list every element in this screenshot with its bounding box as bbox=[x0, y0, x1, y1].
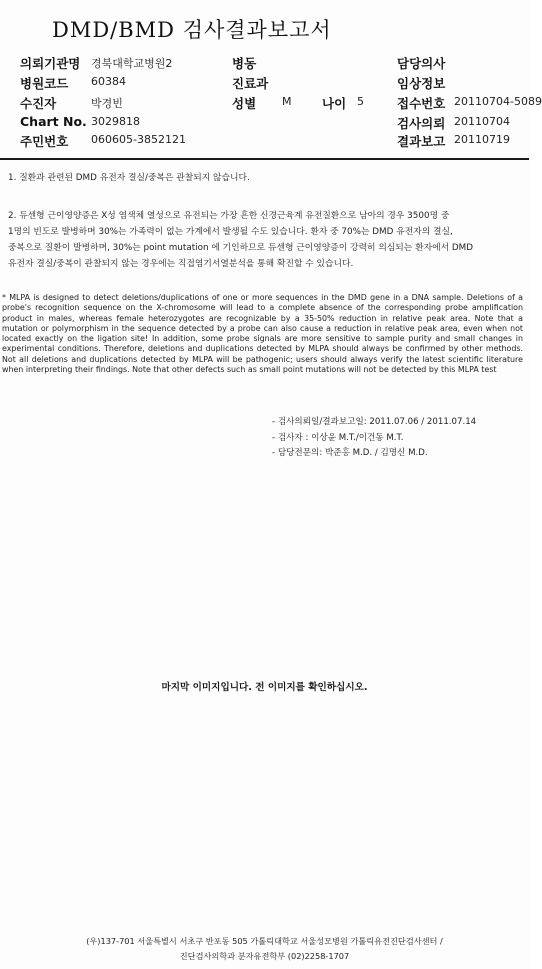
header-divider bbox=[0, 158, 529, 160]
ward-label: 병동 bbox=[232, 56, 257, 71]
footer-address: (우)137-701 서울특별시 서초구 반포동 505 가톨릭대학교 서울성모병원 가톨릭유전진단검사센터 / bbox=[86, 936, 443, 946]
institution-row bbox=[20, 54, 80, 72]
report-date-value: 20110719 bbox=[454, 133, 510, 146]
resident-no-label: 주민번호 bbox=[20, 134, 69, 149]
reception-no-label: 접수번호 bbox=[397, 96, 446, 111]
report-date-label: 결과보고 bbox=[397, 134, 446, 149]
sex-label: 성별 bbox=[232, 96, 257, 111]
signature-block bbox=[272, 415, 476, 462]
paragraph-2-line: 2. 듀센형 근이영양증은 X성 염색체 열성으로 유전되는 가장 흔한 신경근육계 유전질환으로 남아의 경우 3500명 중 bbox=[8, 211, 450, 221]
institution-label: 의뢰기관명 bbox=[20, 56, 81, 71]
specialists-line: - 담당전문의: 박준홍 M.D. / 김명신 M.D. bbox=[272, 448, 428, 458]
paragraph-2-line: 1명의 빈도로 발병하며 30%는 가족력이 없는 가계에서 발생될 수도 있습니다. 환자 중 70%는 DMD 유전자의 결실, bbox=[8, 227, 453, 237]
request-date-value: 20110704 bbox=[454, 115, 510, 128]
sex-value: M bbox=[282, 95, 292, 108]
patient-value: 박경빈 bbox=[91, 97, 123, 110]
last-page-notice: 마지막 이미지입니다. 전 이미지를 확인하십시오. bbox=[161, 682, 368, 693]
request-date-label: 검사의뢰 bbox=[397, 116, 446, 131]
age-value: 5 bbox=[357, 95, 364, 108]
finding-paragraph-2 bbox=[8, 208, 521, 272]
age-label: 나이 bbox=[322, 96, 347, 111]
patient-row bbox=[20, 94, 56, 112]
doctor-label: 담당의사 bbox=[397, 56, 446, 71]
paragraph-2-line: 중복으로 질환이 발병하며, 30%는 point mutation 에 기인하므로 듀센형 근이영양증이 강력히 의심되는 환자에서 DMD bbox=[8, 243, 474, 253]
report-title: DMD/BMD 검사결과보고서 bbox=[52, 18, 332, 42]
footer bbox=[0, 934, 529, 964]
clinical-info-label: 임상정보 bbox=[397, 76, 446, 91]
patient-label: 수진자 bbox=[20, 96, 57, 111]
hospital-code-row bbox=[20, 74, 68, 92]
technicians-line: - 검사자 : 이상윤 M.T./이건동 M.T. bbox=[272, 432, 404, 443]
mlpa-note: * MLPA is designed to detect deletions/duplications of one or more sequences in the DMD gene in a DNA sample. Deletions of a probe's recognition sequence on the X-chromosome will lead to a complete absence of the corresponding probe amplification product in males, whereas female heterozygotes are recognizable by a 35-50% reduction in relative peak area. Note that a mutation or polymorphism in the sequence detected by a probe can also cause a reduction in relative peak area, even when not located exactly on the ligation site! In addition, some probe signals are more sensitive to sample purity and small changes in experimental conditions. Therefore, deletions and duplications detected by MLPA should always be confirmed by other methods. Not all deletions and duplications detected by MLPA will be pathogenic; users should always verify the latest scientific literature when interpreting their findings. Note that other defects such as small point mutations will not be detected by this MLPA test bbox=[2, 293, 523, 375]
reception-no-value: 20110704-5089 bbox=[454, 95, 542, 108]
paragraph-2-line: 유전자 결실/중복이 관찰되지 않는 경우에는 직접염기서열분석을 통해 확진할 수 있습니다. bbox=[8, 259, 354, 269]
chart-no-value: 3029818 bbox=[91, 115, 140, 128]
chart-no-label: Chart No. bbox=[20, 114, 87, 129]
chart-no-row bbox=[20, 114, 87, 129]
institution-value: 경북대학교병원2 bbox=[91, 57, 173, 70]
resident-no-value: 060605-3852121 bbox=[91, 133, 186, 146]
dates-line: - 검사의뢰일/결과보고일: 2011.07.06 / 2011.07.14 bbox=[272, 417, 477, 427]
footer-contact: 진단검사의학과 분자유전학부 (02)2258-1707 bbox=[179, 951, 350, 961]
resident-no-row bbox=[20, 132, 68, 150]
finding-paragraph-1: 1. 질환과 관련된 DMD 유전자 결실/중복은 관찰되지 않습니다. bbox=[8, 173, 250, 183]
hospital-code-label: 병원코드 bbox=[20, 76, 69, 91]
hospital-code-value: 60384 bbox=[91, 75, 126, 88]
department-label: 진료과 bbox=[232, 76, 269, 91]
